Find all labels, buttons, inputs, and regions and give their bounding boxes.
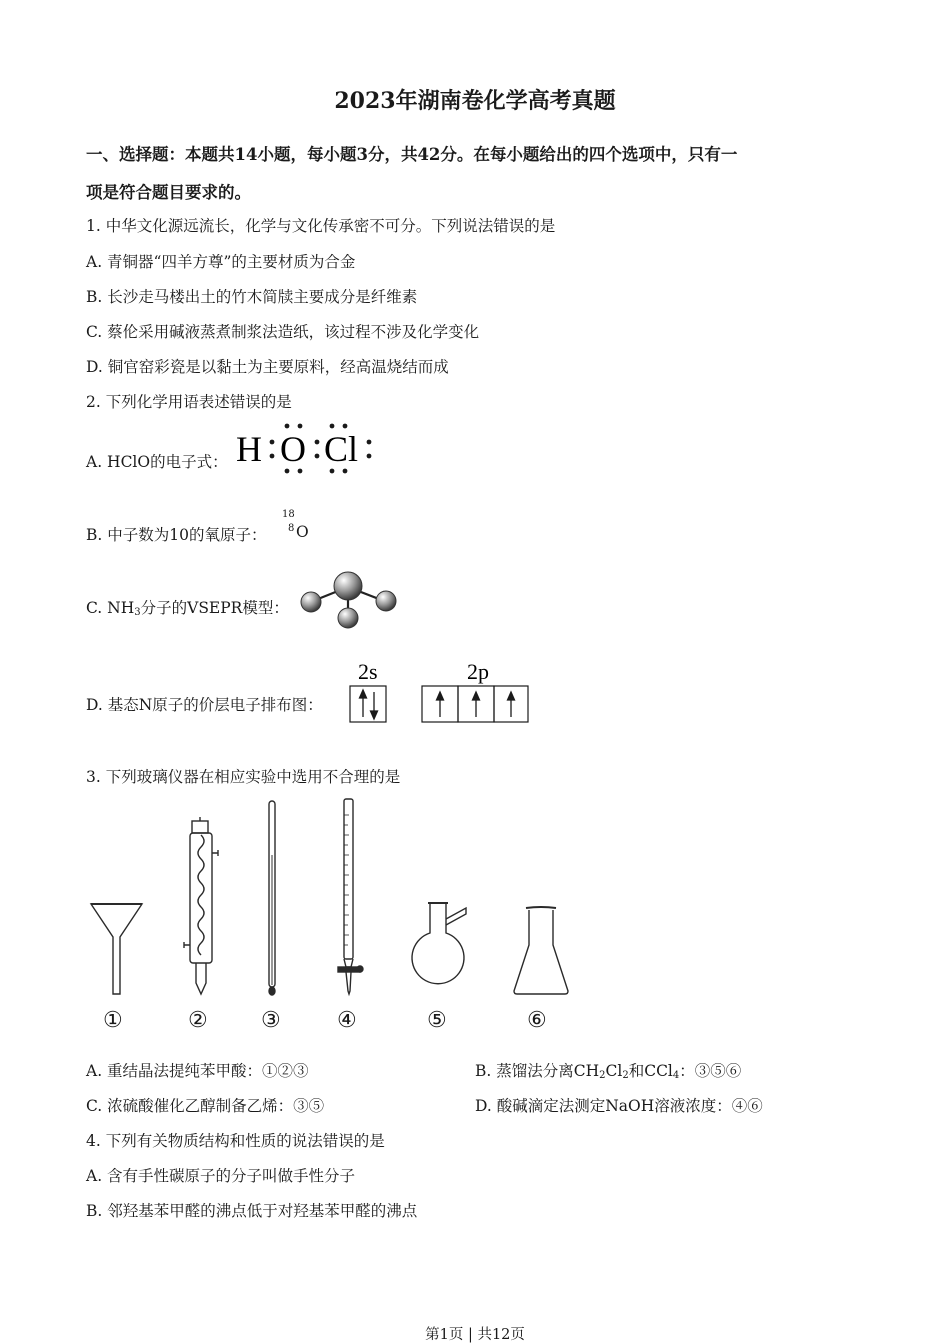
q3-option-a: A. 重结晶法提纯苯甲酸：①②③ <box>86 1062 309 1080</box>
funnel-icon <box>91 904 142 994</box>
isotope-mass-number: 18 <box>282 509 295 520</box>
distilling-flask-icon <box>412 903 466 984</box>
q1-option-a: A. 青铜器“四羊方尊”的主要材质为合金 <box>86 253 356 271</box>
spin-arrows <box>360 690 515 719</box>
page-title: 2023年湖南卷化学高考真题 <box>334 88 616 114</box>
apparatus-label: ③ <box>261 1007 281 1032</box>
formula-h: H <box>236 429 262 469</box>
q2-option-b: B. 中子数为10的氧原子： <box>86 526 267 544</box>
burette-icon <box>338 799 363 994</box>
q3-option-c: C. 浓硫酸催化乙醇制备乙烯：③⑤ <box>86 1097 325 1115</box>
q4-stem: 4. 下列有关物质结构和性质的说法错误的是 <box>86 1132 385 1150</box>
formula-o: O <box>280 429 306 469</box>
q3-option-d: D. 酸碱滴定法测定NaOH溶液浓度：④⑥ <box>475 1097 763 1115</box>
apparatus-label: ⑤ <box>427 1007 447 1032</box>
q4-option-a: A. 含有手性碳原子的分子叫做手性分子 <box>86 1167 356 1185</box>
formula-cl: Cl <box>324 429 359 469</box>
q1-option-c: C. 蔡伦采用碱液蒸煮制浆法造纸，该过程不涉及化学变化 <box>86 323 480 341</box>
orbital-box-2s <box>350 686 386 722</box>
hclo-electron-formula <box>232 418 382 476</box>
central-atom-ball <box>334 572 362 600</box>
thermometer-icon <box>269 801 275 995</box>
apparatus-label: ① <box>103 1007 123 1032</box>
apparatus-label: ④ <box>337 1007 357 1032</box>
page-footer: 第1页 | 共12页 <box>425 1327 525 1343</box>
section-heading-line2: 项是符合题目要求的。 <box>86 183 251 202</box>
apparatus-label: ② <box>188 1007 208 1032</box>
q2-option-a: A. HClO的电子式： <box>86 453 228 471</box>
orbital-diagram <box>340 655 540 727</box>
q1-stem: 1. 中华文化源远流长，化学与文化传承密不可分。下列说法错误的是 <box>86 217 556 235</box>
label-2p: 2p <box>467 659 489 684</box>
nh3-vsepr-model <box>296 568 402 634</box>
q3-stem: 3. 下列玻璃仪器在相应实验中选用不合理的是 <box>86 768 401 786</box>
q2-stem: 2. 下列化学用语表述错误的是 <box>86 393 292 411</box>
label-2s: 2s <box>358 659 378 684</box>
q2-option-d: D. 基态N原子的价层电子排布图： <box>86 696 323 714</box>
glassware-figure <box>80 795 580 1040</box>
h-atom-ball <box>338 608 358 628</box>
isotope-atomic-number: 8 <box>288 523 295 534</box>
condenser-icon <box>184 817 218 994</box>
q4-option-b: B. 邻羟基苯甲醛的沸点低于对羟基苯甲醛的沸点 <box>86 1202 418 1220</box>
q1-option-b: B. 长沙走马楼出土的竹木简牍主要成分是纤维素 <box>86 288 418 306</box>
isotope-symbol: O <box>296 523 309 541</box>
h-atom-ball <box>301 592 321 612</box>
q2-option-c: C. $NH_3$分子的VSEPR模型： <box>86 599 289 618</box>
h-atom-ball <box>376 591 396 611</box>
apparatus-label: ⑥ <box>527 1007 547 1032</box>
section-heading-line1: 一、选择题：本题共14小题，每小题3分，共42分。在每小题给出的四个选项中，只有一 <box>86 145 738 164</box>
conical-flask-icon <box>514 907 568 994</box>
q1-option-d: D. 铜官窑彩瓷是以黏土为主要原料，经高温烧结而成 <box>86 358 449 376</box>
q3-option-b: B. 蒸馏法分离$CH_2Cl_2$和CCl$_4$：③⑤⑥ <box>475 1062 742 1081</box>
